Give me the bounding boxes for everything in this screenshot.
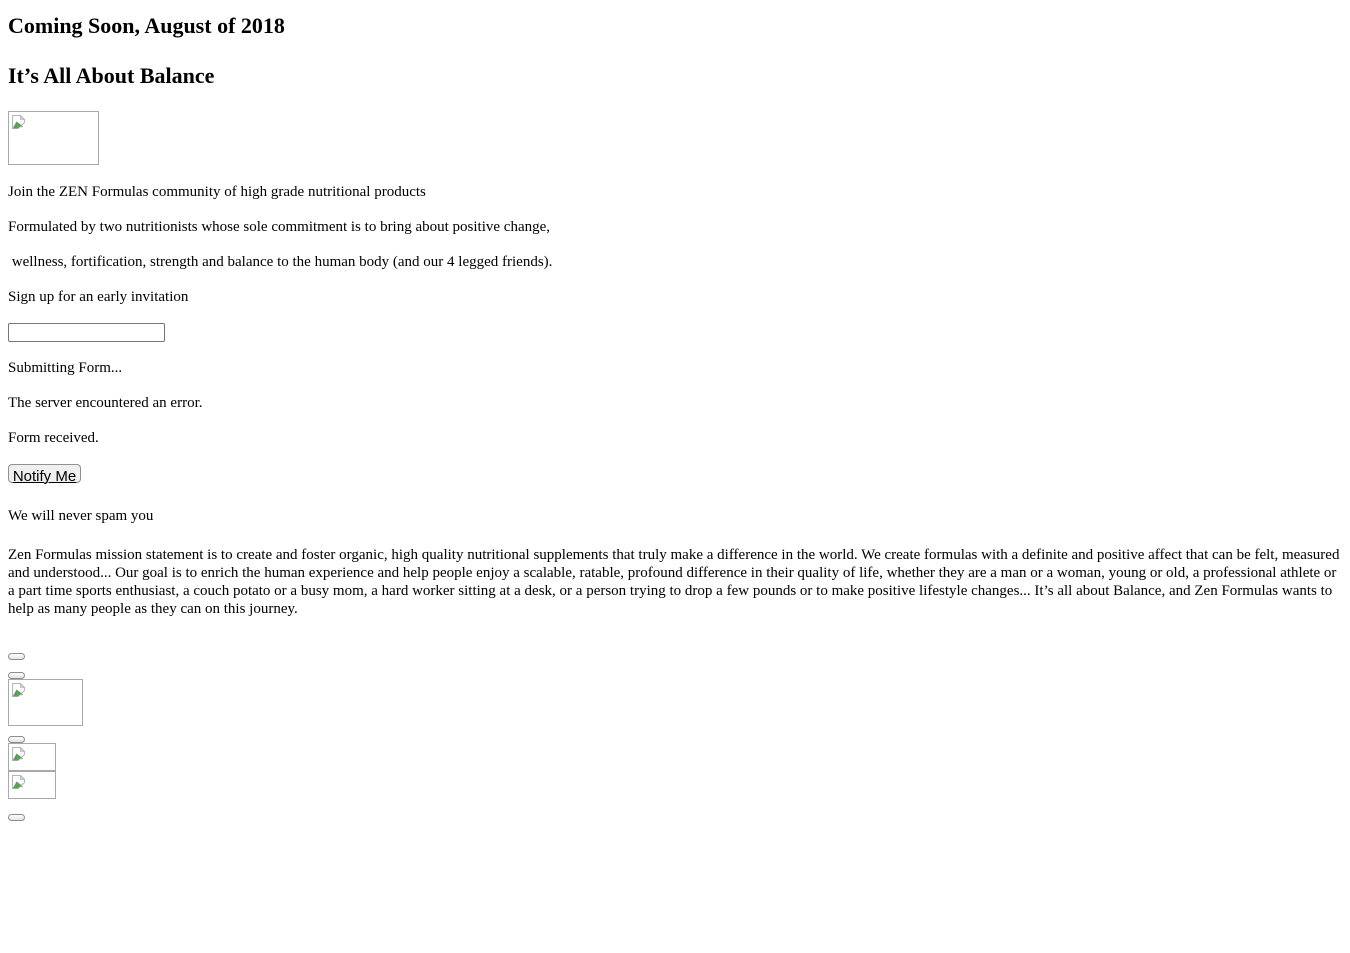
footer-broken-image-large <box>8 679 83 726</box>
notify-me-label: Notify Me <box>12 468 77 485</box>
footer-stack <box>8 653 1342 821</box>
broken-image-icon <box>11 774 27 790</box>
page-title-balance: It’s All About Balance <box>8 63 215 88</box>
footer-pill-button-4[interactable] <box>8 814 25 821</box>
intro-line-wellness: wellness, fortification, strength and balance to the human body (and our 4 legged friends). <box>8 254 553 270</box>
footer-broken-image-small-2 <box>8 771 56 799</box>
logo-broken-image <box>8 111 99 165</box>
privacy-note: We will never spam you <box>8 508 154 524</box>
status-received: Form received. <box>8 430 99 446</box>
footer-pill-button-1[interactable] <box>8 653 25 660</box>
intro-line-formulated: Formulated by two nutritionists whose sole commitment is to bring about positive change, <box>8 219 551 235</box>
logo-image-row <box>8 111 1342 165</box>
footer-image-row-large <box>8 679 1342 726</box>
broken-image-icon <box>11 682 27 698</box>
intro-line-community: Join the ZEN Formulas community of high grade nutritional products <box>8 184 426 200</box>
footer-broken-image-small-1 <box>8 743 56 771</box>
signup-input-row <box>8 323 1342 342</box>
notify-me-button[interactable] <box>8 464 81 483</box>
footer-image-row-small-1 <box>8 743 1342 771</box>
mission-statement: Zen Formulas mission statement is to create and foster organic, high quality nutritional supplements that truly make a difference in the world. We create formulas with a definite and positive affect that can be felt, measured and understood... Our goal is to enrich the human experience and help people enjoy a scalable, ratable, profound difference in their quality of life, whether they are a man or a woman, young or old, a professional athlete or a part time sports enthusiast, a couch potato or a busy mom, a hard worker sitting at a desk, or a person trying to drop a few pounds or to make positive lifestyle changes... It’s all about Balance, and Zen Formulas wants to help as many people as they can on this journey. <box>8 547 1340 617</box>
status-error: The server encountered an error. <box>8 395 203 411</box>
status-submitting: Submitting Form... <box>8 360 123 376</box>
notify-button-row <box>8 464 1342 486</box>
footer-pill-button-2[interactable] <box>8 672 25 679</box>
footer-pill-button-3[interactable] <box>8 736 25 743</box>
broken-image-icon <box>11 114 27 130</box>
footer-image-row-small-2 <box>8 771 1342 799</box>
page <box>8 13 1342 821</box>
broken-image-icon <box>11 746 27 762</box>
signup-input[interactable] <box>8 323 165 342</box>
page-title-coming-soon: Coming Soon, August of 2018 <box>8 13 285 38</box>
signup-prompt: Sign up for an early invitation <box>8 289 189 305</box>
